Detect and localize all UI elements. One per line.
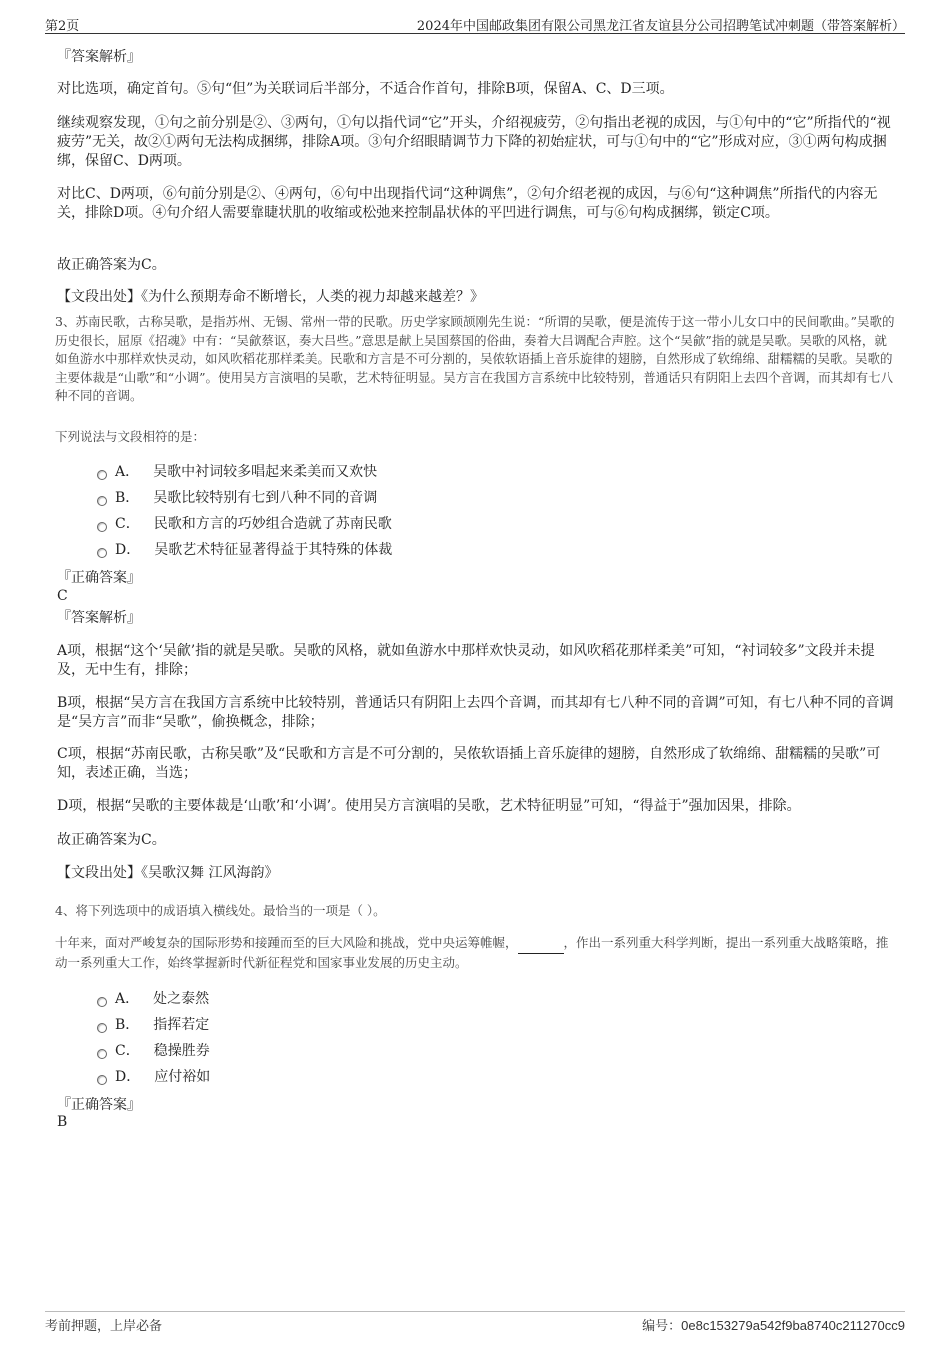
radio-icon[interactable] xyxy=(97,1023,107,1033)
q2-analysis-label: 『答案解析』 xyxy=(57,49,141,65)
footer-serial: 编号：0e8c153279a542f9ba8740c211270cc9 xyxy=(642,1318,905,1334)
q2-analysis-p3: 对比C、D两项，⑥句前分别是②、④两句，⑥句中出现指代词“这种调焦”，②句介绍老视的成因，与⑥句“这种调焦”所指代的内容无关，排除D项。④句介绍人需要靠睫状肌的收缩或松弛来控制晶状体的平凹进行调焦，可与⑥句构成捆绑，锁定C项。 xyxy=(57,186,878,221)
q4-correct-label: 『正确答案』 xyxy=(57,1097,141,1113)
q4-option-d[interactable]: D． 应付裕如 xyxy=(97,1068,210,1086)
q3-option-d[interactable]: D． 吴歌艺术特征显著得益于其特殊的体裁 xyxy=(97,541,392,559)
radio-icon[interactable] xyxy=(97,997,107,1007)
q3-option-b[interactable]: B． 吴歌比较特别有七到八种不同的音调 xyxy=(97,489,377,507)
radio-icon[interactable] xyxy=(97,1075,107,1085)
q3-option-a[interactable]: A． 吴歌中衬词较多唱起来柔美而又欢快 xyxy=(97,463,377,481)
q3-conclusion: 故正确答案为C。 xyxy=(57,832,166,848)
q3-question: 下列说法与文段相符的是： xyxy=(55,429,206,444)
document-title: 2024年中国邮政集团有限公司黑龙江省友谊县分公司招聘笔试冲刺题（带答案解析） xyxy=(416,19,905,34)
radio-icon[interactable] xyxy=(97,548,107,558)
q3-correct-answer: C xyxy=(57,588,68,604)
radio-icon[interactable] xyxy=(97,1049,107,1059)
q4-correct-answer: B xyxy=(57,1114,68,1130)
page-number: 第2页 xyxy=(45,19,80,34)
q2-analysis-p2: 继续观察发现，①句之前分别是②、③两句，①句以指代词“它”开头，介绍视疲劳，②句指出老视的成因，与①句中的“它”所指代的“视疲劳”无关，故②①两句无法构成捆绑，排除A项。③句介绍眼睛调节力下降的初始症状，可与①句中的“它”形成对应，③①两句构成捆绑，保留C、D两项。 xyxy=(57,115,891,169)
q2-analysis-p1: 对比选项，确定首句。⑤句“但”为关联词后半部分，不适合作首句，排除B项，保留A、C、D三项。 xyxy=(57,81,674,97)
q4-question: 4、将下列选项中的成语填入横线处。最恰当的一项是（ ）。 xyxy=(55,903,386,918)
q4-option-a[interactable]: A． 处之泰然 xyxy=(97,990,209,1008)
q4-passage: 十年来，面对严峻复杂的国际形势和接踵而至的巨大风险和挑战，党中央运筹帷幄， ，作出一系列重大科学判断，提出一系列重大战略策略，推动一系列重大工作，始终掌握新时代新征程党和国家事业发展的历史主动。 xyxy=(55,935,889,970)
q4-option-c[interactable]: C． 稳操胜券 xyxy=(97,1042,210,1060)
q4-option-b[interactable]: B． 指挥若定 xyxy=(97,1016,209,1034)
q3-analysis-b: B项，根据“吴方言在我国方言系统中比较特别，普通话只有阴阳上去四个音调，而其却有七八种不同的音调”可知，有七八种不同的音调是“吴方言”而非“吴歌”，偷换概念，排除； xyxy=(57,695,894,730)
q2-source: 【文段出处】《为什么预期寿命不断增长，人类的视力却越来越差？》 xyxy=(57,289,484,305)
q3-analysis-a: A项，根据“这个‘吴歈’指的就是吴歌。吴歌的风格，就如鱼游水中那样欢快灵动，如风吹稻花那样柔美”可知，“衬词较多”文段并未提及，无中生有，排除； xyxy=(57,643,875,678)
q3-passage: 3、苏南民歌，古称吴歌，是指苏州、无锡、常州一带的民歌。历史学家顾颉刚先生说：“所谓的吴歌，便是流传于这一带小儿女口中的民间歌曲。”吴歌的历史很长，屈原《招魂》中有：“吴歈蔡讴，奏大吕些。”意思是献上吴国蔡国的俗曲，奏着大吕调配合声腔。这个“吴歈”指的就是吴歌。吴歌的风格，就如鱼游水中那样欢快灵动，如风吹稻花那样柔美。民歌和方言是不可分割的，吴侬软语插上音乐旋律的翅膀，自然形成了软绵绵、甜糯糯的吴歌。吴歌的主要体裁是“山歌”和“小调”。使用吴方言演唱的吴歌，艺术特征明显。吴方言在我国方言系统中比较特别，普通话只有阴阳上去四个音调，而其却有七八种不同的音调。 xyxy=(55,314,895,403)
q3-analysis-label: 『答案解析』 xyxy=(57,610,141,626)
radio-icon[interactable] xyxy=(97,470,107,480)
q3-analysis-d: D项，根据“吴歌的主要体裁是‘山歌’和‘小调’。使用吴方言演唱的吴歌，艺术特征明显”可知，“得益于”强加因果，排除。 xyxy=(57,798,801,814)
q3-option-c[interactable]: C． 民歌和方言的巧妙组合造就了苏南民歌 xyxy=(97,515,392,533)
radio-icon[interactable] xyxy=(97,522,107,532)
q3-source: 【文段出处】《吴歌汉舞 江风海韵》 xyxy=(57,865,279,881)
radio-icon[interactable] xyxy=(97,496,107,506)
q3-correct-label: 『正确答案』 xyxy=(57,570,141,586)
page-footer xyxy=(45,1311,905,1334)
fill-blank xyxy=(518,934,564,954)
q3-analysis-c: C项，根据“苏南民歌，古称吴歌”及“民歌和方言是不可分割的，吴侬软语插上音乐旋律的翅膀，自然形成了软绵绵、甜糯糯的吴歌”可知，表述正确，当选； xyxy=(57,746,881,781)
page-header xyxy=(45,12,905,34)
footer-slogan: 考前押题，上岸必备 xyxy=(45,1319,163,1334)
q2-conclusion: 故正确答案为C。 xyxy=(57,257,166,273)
